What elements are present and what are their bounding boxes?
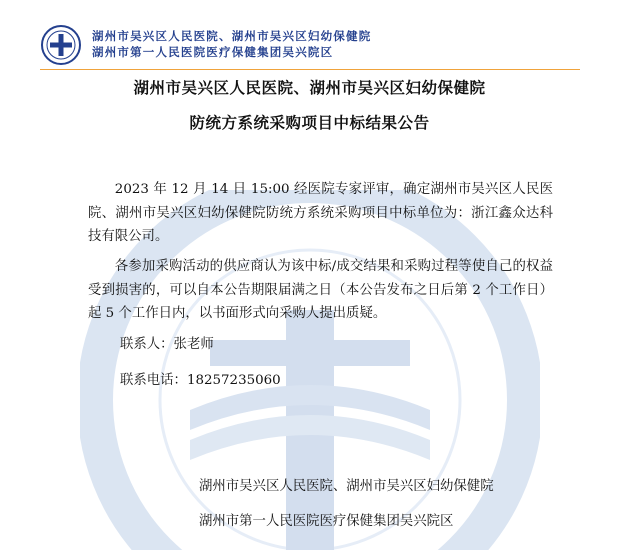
hospital-logo-icon xyxy=(40,24,82,66)
signature-line-1: 湖州市吴兴区人民医院、湖州市吴兴区妇幼保健院 xyxy=(199,479,494,494)
announcement-title-line-2: 防统方系统采购项目中标结果公告 xyxy=(189,114,430,132)
letterhead xyxy=(0,0,619,72)
letterhead-line-2: 湖州市第一人民医院医疗保健集团吴兴院区 xyxy=(92,45,334,59)
announcement-title-line-1: 湖州市吴兴区人民医院、湖州市吴兴区妇幼保健院 xyxy=(133,79,486,97)
signature-line-2: 湖州市第一人民医院医疗保健集团吴兴院区 xyxy=(199,514,454,529)
letterhead-line-1: 湖州市吴兴区人民医院、湖州市吴兴区妇幼保健院 xyxy=(92,29,372,43)
letterhead-text xyxy=(92,28,371,60)
contact-phone: 联系电话：18257235060 xyxy=(120,373,281,388)
objection-paragraph: 各参加采购活动的供应商认为该中标/成交结果和采购过程等使自己的权益受到损害的，可以自本公告期限届满之日（本公告发布之日后第 2 个工作日）起 5 个工作日内，以书面形式向采购人提出质疑。 xyxy=(88,259,553,321)
award-paragraph: 2023 年 12 月 14 日 15:00 经医院专家评审，确定湖州市吴兴区人民医院、湖州市吴兴区妇幼保健院防统方系统采购项目中标单位为：浙江鑫众达科技有限公司。 xyxy=(88,182,553,244)
contact-person: 联系人：张老师 xyxy=(120,337,214,352)
letterhead-divider xyxy=(40,69,580,70)
